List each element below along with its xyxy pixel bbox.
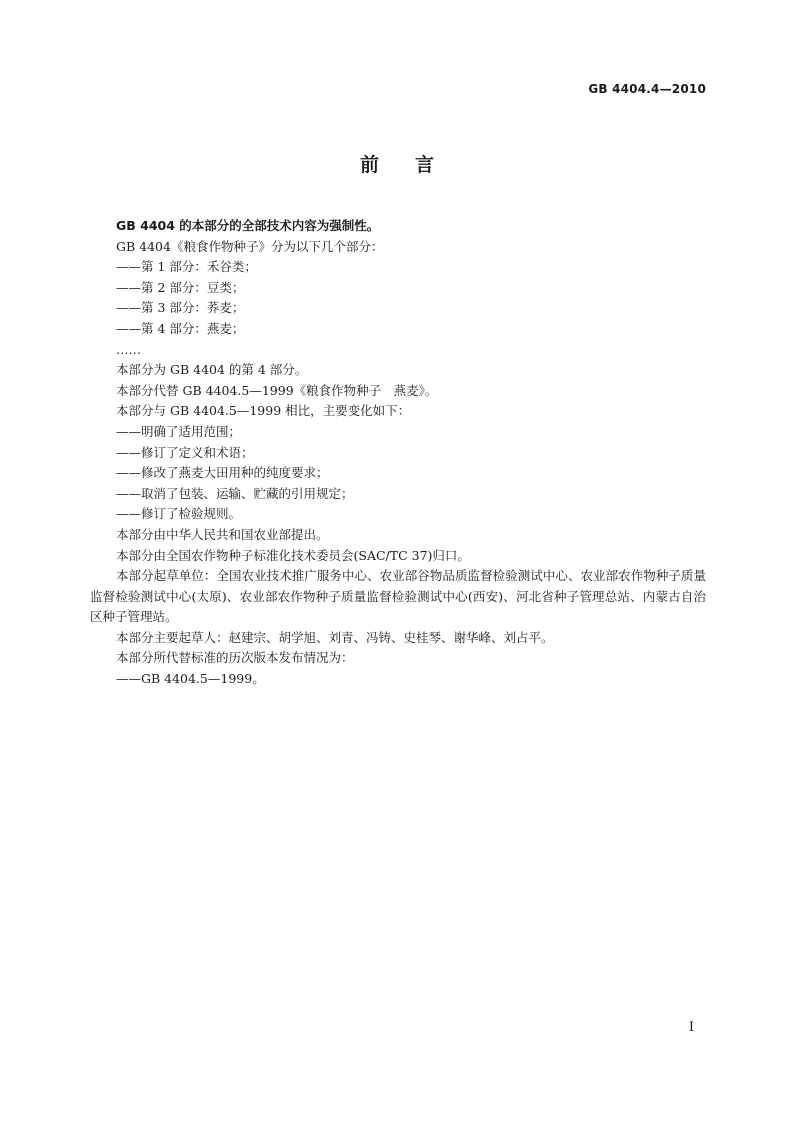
paragraph: 本部分与 GB 4404.5—1999 相比，主要变化如下：	[116, 403, 411, 419]
drafting-units-paragraph: 本部分起草单位：全国农业技术推广服务中心、农业部谷物品质监督检验测试中心、农业部农作物种子质量监督检验测试中心(太原)、农业部农作物种子质量监督检验测试中心(西安)、河北省种子管理总站、内蒙古自治区种子管理站。	[90, 568, 706, 625]
page-number: I	[688, 1020, 694, 1035]
paragraph: 本部分代替 GB 4404.5—1999《粮食作物种子 燕麦》。	[116, 382, 438, 398]
list-item: ——第 2 部分：豆类；	[116, 279, 245, 295]
paragraph: 本部分所代替标准的历次版本发布情况为：	[116, 650, 354, 666]
list-item: ——取消了包装、运输、贮藏的引用规定；	[116, 485, 354, 501]
standard-code-header: GB 4404.4—2010	[588, 82, 706, 96]
list-item: ——修订了检验规则。	[116, 506, 242, 522]
drafters-paragraph: 本部分主要起草人：赵建宗、胡学旭、刘青、冯铸、史桂琴、谢华峰、刘占平。	[116, 629, 554, 645]
page-title: 前言	[359, 154, 470, 176]
paragraph: GB 4404《粮食作物种子》分为以下几个部分：	[116, 238, 384, 254]
mandatory-statement: GB 4404 的本部分的全部技术内容为强制性。	[116, 218, 380, 233]
ellipsis: ……	[116, 341, 141, 357]
list-item: ——第 3 部分：荞麦；	[116, 300, 245, 316]
list-item: ——明确了适用范围；	[116, 423, 242, 439]
paragraph: 本部分为 GB 4404 的第 4 部分。	[116, 362, 308, 378]
list-item: ——第 1 部分：禾谷类；	[116, 259, 257, 275]
list-item: ——第 4 部分：燕麦；	[116, 320, 245, 336]
list-item: ——修订了定义和术语；	[116, 444, 254, 460]
foreword-body	[90, 216, 706, 690]
paragraph: 本部分由中华人民共和国农业部提出。	[116, 526, 329, 542]
paragraph: 本部分由全国农作物种子标准化技术委员会(SAC/TC 37)归口。	[116, 547, 470, 563]
list-item: ——修改了燕麦大田用种的纯度要求；	[116, 465, 329, 481]
list-item: ——GB 4404.5—1999。	[116, 671, 265, 687]
